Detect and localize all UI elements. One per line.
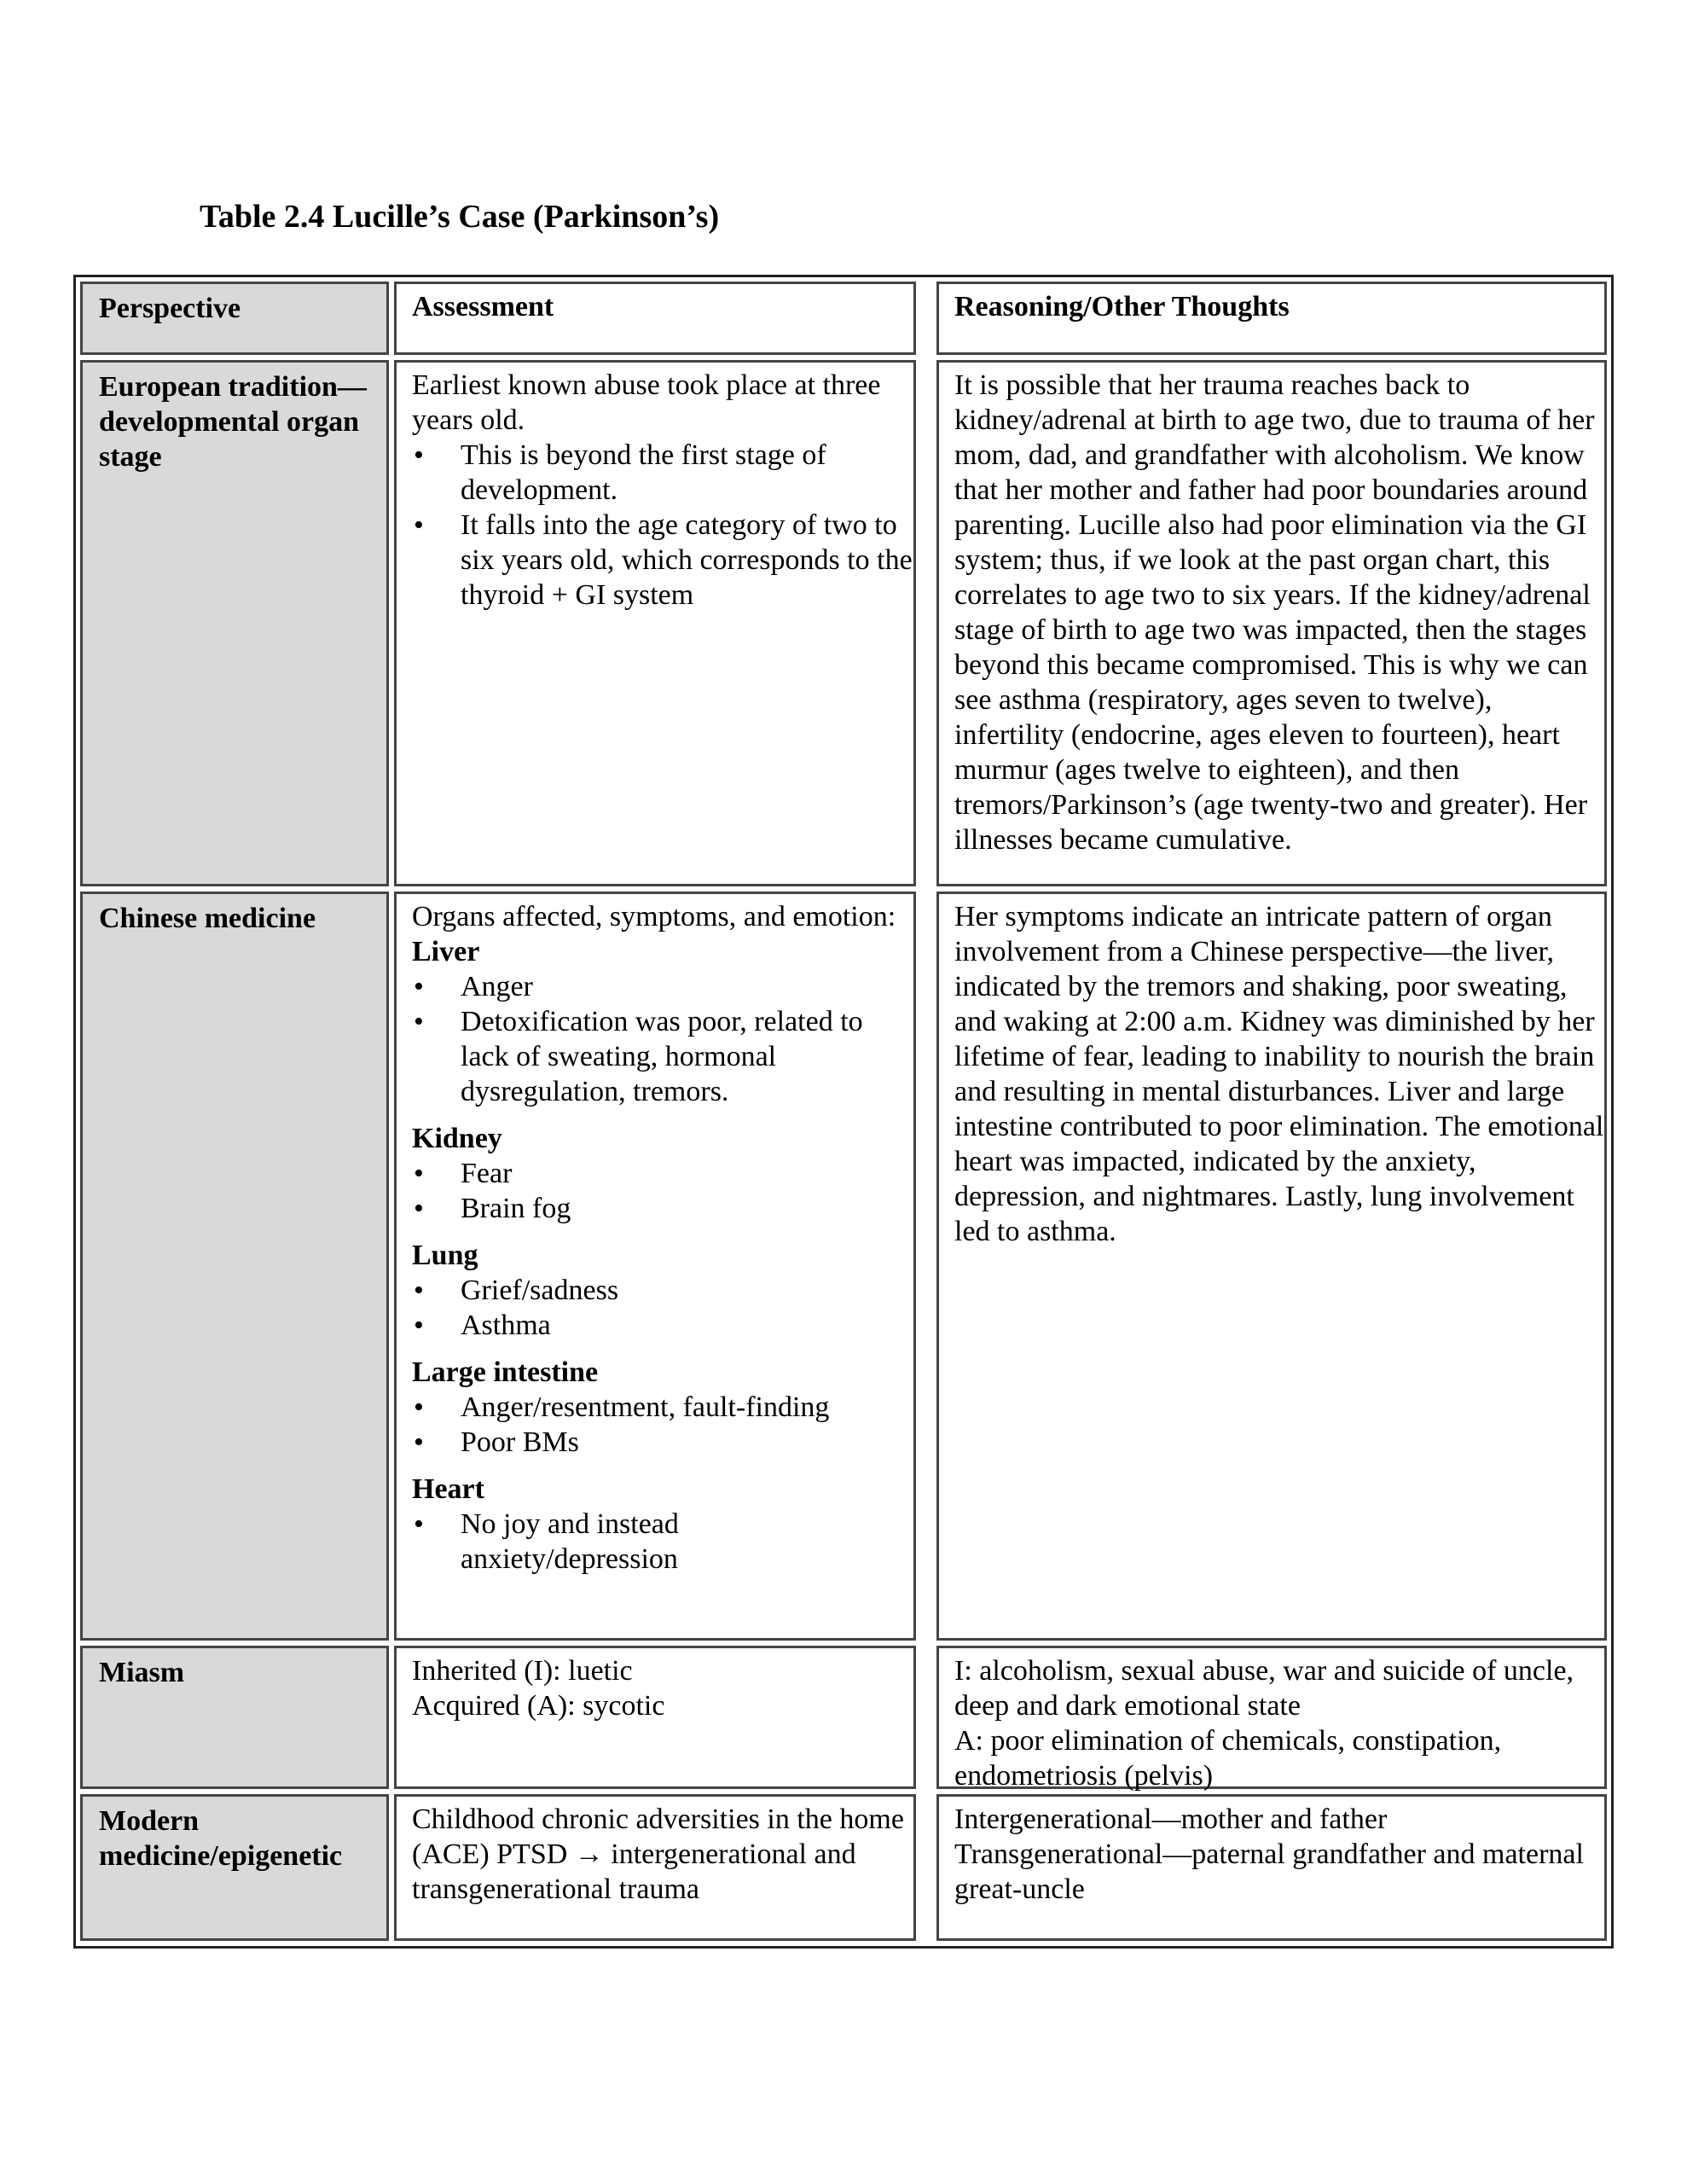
assessment-intro: Organs affected, symptoms, and emotion: <box>412 901 896 932</box>
header-assessment <box>394 282 916 355</box>
row-european-perspective <box>80 360 389 886</box>
assessment-line: Acquired (A): sycotic <box>412 1690 665 1722</box>
row-modern-assessment <box>394 1794 916 1941</box>
table-title: Table 2.4 Lucille’s Case (Parkinson’s) <box>200 199 720 235</box>
perspective-label: Modern medicine/epigenetic <box>99 1805 343 1872</box>
row-miasm-perspective <box>80 1646 389 1789</box>
reasoning-line: A: poor elimination of chemicals, constipation, endometriosis (pelvis) <box>954 1725 1502 1792</box>
row-european-assessment <box>394 360 916 886</box>
bullet-item: • It falls into the age category of two to six years old, which corresponds to the thyroid + GI system <box>412 508 913 613</box>
row-modern-perspective <box>80 1794 389 1941</box>
perspective-label: Chinese medicine <box>99 903 316 934</box>
bullet-item: • Asthma <box>412 1308 913 1343</box>
perspective-label: Miasm <box>99 1657 185 1688</box>
row-chinese-reasoning <box>936 892 1607 1641</box>
organ-heading-heart: Heart <box>412 1473 484 1505</box>
bullet-item: • Fear <box>412 1156 913 1191</box>
perspective-label: European tradition—developmental organ stage <box>99 371 367 473</box>
bullet-item: • Grief/sadness <box>412 1273 913 1308</box>
assessment-intro: Earliest known abuse took place at three years old. <box>412 369 881 436</box>
row-european-reasoning <box>936 360 1607 886</box>
organ-heading-kidney: Kidney <box>412 1123 502 1154</box>
bullet-item: • Detoxification was poor, related to lack of sweating, hormonal dysregulation, tremors. <box>412 1004 913 1109</box>
organ-heading-large-intestine: Large intestine <box>412 1356 599 1388</box>
reasoning-line: Intergenerational—mother and father <box>954 1804 1388 1835</box>
row-miasm-reasoning <box>936 1646 1607 1792</box>
row-chinese-assessment <box>394 892 916 1641</box>
bullet-item: • This is beyond the first stage of development. <box>412 438 913 508</box>
reasoning-text: It is possible that her trauma reaches back to kidney/adrenal at birth to age two, due to trauma of her mom, dad, and grandfather with alcoholism. We know that her mother and father had poor boundaries around parenting. Lucille also had poor elimination via the GI system; thus, if we look at the past organ chart, this correlates to age two to six years. If the kidney/adrenal stage of birth to age two was impacted, then the stages beyond this became compromised. This is why we can see asthma (respiratory, ages seven to twelve), infertility (endocrine, ages eleven to fourteen), heart murmur (ages twelve to eighteen), and then tremors/Parkinson’s (age twenty-two and greater). Her illnesses became cumulative. <box>954 369 1595 856</box>
organ-heading-lung: Lung <box>412 1240 478 1271</box>
organ-heading-liver: Liver <box>412 936 480 967</box>
bullet-item: • Brain fog <box>412 1191 913 1226</box>
header-label: Reasoning/Other Thoughts <box>954 291 1290 322</box>
bullet-item: • No joy and instead anxiety/depression <box>412 1507 913 1577</box>
bullet-item: • Poor BMs <box>412 1425 913 1460</box>
header-reasoning <box>936 282 1607 355</box>
header-label: Assessment <box>412 291 554 322</box>
reasoning-text: Her symptoms indicate an intricate pattern of organ involvement from a Chinese perspective—the liver, indicated by the tremors and shaking, poor sweating, and waking at 2:00 a.m. Kidney was diminished by her lifetime of fear, leading to inability to nourish the brain and resulting in mental disturbances. Liver and large intestine contributed to poor elimination. The emotional heart was impacted, indicated by the anxiety, depression, and nightmares. Lastly, lung involvement led to asthma. <box>954 901 1604 1247</box>
assessment-line: Inherited (I): luetic <box>412 1655 633 1687</box>
reasoning-line: I: alcoholism, sexual abuse, war and suicide of uncle, deep and dark emotional state <box>954 1655 1574 1722</box>
row-chinese-perspective <box>80 892 389 1641</box>
header-label: Perspective <box>99 293 241 324</box>
assessment-text: Childhood chronic adversities in the home (ACE) PTSD → intergenerational and transgenerational trauma <box>412 1804 904 1905</box>
reasoning-line: Transgenerational—paternal grandfather and maternal great-uncle <box>954 1838 1584 1905</box>
row-miasm-assessment <box>394 1646 916 1789</box>
bullet-item: • Anger/resentment, fault-finding <box>412 1390 913 1425</box>
header-perspective <box>80 282 389 355</box>
bullet-item: • Anger <box>412 969 913 1004</box>
row-modern-reasoning <box>936 1794 1607 1941</box>
